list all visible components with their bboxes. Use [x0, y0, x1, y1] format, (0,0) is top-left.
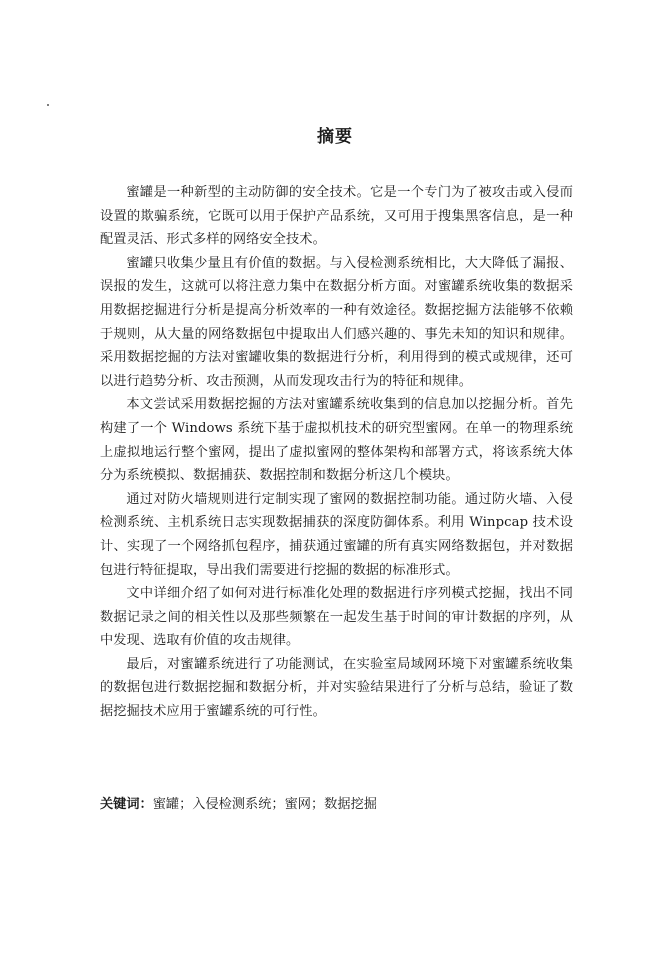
keywords-label: 关键词：: [100, 797, 153, 812]
abstract-paragraph: 本文尝试采用数据挖掘的方法对蜜罐系统收集到的信息加以挖掘分析。首先构建了一个 Windows 系统下基于虚拟机技术的研究型蜜网。在单一的物理系统上虚拟地运行整个蜜网，提出了虚拟蜜网的整体架构和部署方式，将该系统大体分为系统模拟、数据捕获、数据控制和数据分析这几个模块。: [100, 397, 573, 484]
scan-speck: [47, 104, 49, 106]
abstract-paragraph: 蜜罐只收集少量且有价值的数据。与入侵检测系统相比，大大降低了漏报、误报的发生，这就可以将注意力集中在数据分析方面。对蜜罐系统收集的数据采用数据挖掘进行分析是提高分析效率的一种有效途径。数据挖掘方法能够不依赖于规则，从大量的网络数据包中提取出人们感兴趣的、事先未知的知识和规律。采用数据挖掘的方法对蜜罐收集的数据进行分析，利用得到的模式或规律，还可以进行趋势分析、攻击预测，从而发现攻击行为的特征和规律。: [100, 255, 573, 389]
abstract-paragraph: 最后，对蜜罐系统进行了功能测试，在实验室局域网环境下对蜜罐系统收集的数据包进行数据挖掘和数据分析，并对实验结果进行了分析与总结，验证了数据挖掘技术应用于蜜罐系统的可行性。: [100, 656, 573, 720]
keywords-list: 蜜罐；入侵检测系统；蜜网；数据挖掘: [152, 797, 377, 812]
abstract-paragraph: 文中详细介绍了如何对进行标准化处理的数据进行序列模式挖掘，找出不同数据记录之间的相关性以及那些频繁在一起发生基于时间的审计数据的序列，从中发现、选取有价值的攻击规律。: [100, 586, 573, 649]
abstract-body: [100, 181, 573, 724]
abstract-paragraph: 通过对防火墙规则进行定制实现了蜜网的数据控制功能。通过防火墙、入侵检测系统、主机系统日志实现数据捕获的深度防御体系。利用 Winpcap 技术设计、实现了一个网络抓包程序，捕获通过蜜罐的所有真实网络数据包，并对数据包进行特征提取，导出我们需要进行挖掘的数据的标准形式。: [100, 491, 573, 578]
abstract-title: 摘要: [317, 127, 353, 147]
keywords-line: [100, 794, 573, 816]
abstract-paragraph: 蜜罐是一种新型的主动防御的安全技术。它是一个专门为了被攻击或入侵而设置的欺骗系统，它既可以用于保护产品系统，又可用于搜集黑客信息，是一种配置灵活、形式多样的网络安全技术。: [100, 185, 573, 248]
